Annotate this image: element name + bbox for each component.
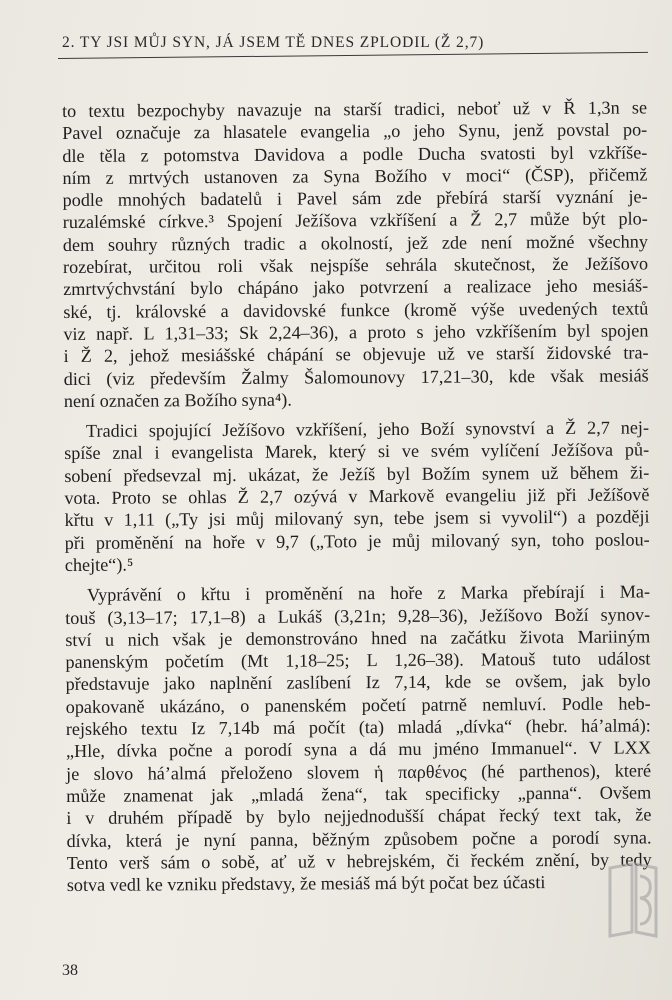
text-line: i Ž 2, jehož mesiášské chápání se objevuje už ve starší židovské tra- — [63, 342, 649, 367]
text-line: Pavel označuje za hlasatele evangelia „o jeho Synu, jenž povstal po- — [62, 119, 648, 144]
text-line: viz např. L 1,31–33; Sk 2,24–36), a proto s jeho vzkříšením byl spojen — [63, 320, 649, 344]
running-header: 2. TY JSI MŮJ SYN, JÁ JSEM TĚ DNES ZPLODIL (Ž 2,7) — [62, 34, 485, 51]
library-stamp-icon — [602, 862, 664, 938]
text-line: opakovaně ukázáno, o panenském početí patrně nemluví. Podle heb- — [65, 693, 651, 717]
text-line: dle těla z potomstva Davidova a podle Ducha svatosti byl vzkříše- — [62, 142, 648, 166]
text-line: i v druhém případě by bylo nejjednodušší chápat řecký text tak, že — [66, 804, 652, 829]
text-line: spíše znal i evangelista Marek, který si ve svém vylíčení Ježíšova pů- — [64, 439, 650, 464]
text-line: ruzalémské církve.³ Spojení Ježíšova vzkříšení a Ž 2,7 může být plo- — [62, 208, 648, 233]
header-rule — [58, 52, 648, 59]
text-line: Tradici spojující Ježíšovo vzkříšení, jeho Boží synovství a Ž 2,7 nej- — [85, 417, 650, 442]
paragraph — [64, 417, 650, 577]
text-line: zmrtvýchvstání bylo chápáno jako potvrzení a realizace jeho mesiáš- — [63, 275, 649, 300]
text-line: podle mnohých badatelů i Pavel sám zde přebírá starší vyznání je- — [62, 186, 648, 211]
page-number: 38 — [62, 962, 78, 979]
text-line: ství u nich však je demonstrováno hned na začátku života Mariiným — [65, 626, 651, 650]
text-line: Vyprávění o křtu i proměnění na hoře z Marka přebírají i Ma- — [86, 581, 651, 606]
paragraph — [62, 96, 649, 412]
text-line: křtu v 1,11 („Ty jsi můj milovaný syn, tebe jsem si vyvolil“) a později — [64, 506, 650, 531]
text-line: sobení předsevzal mj. ukázat, že Ježíš byl Božím synem už během ži- — [64, 462, 650, 486]
text-line: je slovo há’almá přeloženo slovem ἡ παρθένος (hé parthenos), které — [66, 760, 652, 784]
text-line: ním z mrtvých ustanoven za Syna Božího v moci“ (ČSP), přičemž — [62, 164, 648, 188]
text-line: dici (viz především Žalmy Šalomounovy 17,21–30, kde však mesiáš — [63, 364, 649, 389]
text-line: vota. Proto se ohlas Ž 2,7 ozývá v Markově evangeliu již při Ježíšově — [64, 484, 650, 509]
text-line: touš (3,13–17; 17,1–8) a Lukáš (3,21n; 9,28–36), Ježíšovo Boží synov- — [65, 603, 651, 628]
text-line: ské, tj. královské a davidovské funkce (kromě výše uvedených textů — [63, 298, 649, 322]
text-line: rejského textu Iz 7,14b má počít (ta) mladá „dívka“ (hebr. há’almá): — [65, 715, 651, 740]
text-line: při proměnění na hoře v 9,7 („Toto je můj milovaný syn, toho poslou- — [64, 529, 650, 553]
text-line: dem souhry různých tradic a okolností, jež zde není možné všechny — [62, 231, 648, 255]
text-line: sotva vedl ke vzniku představy, že mesiáš má být počat bez účasti — [66, 872, 546, 896]
text-line: „Hle, dívka počne a porodí syna a dá mu jméno Immanuel“. V LXX — [65, 737, 652, 762]
text-line: dívka, která je nyní panna, běžným způsobem počne a porodí syna. — [66, 826, 652, 851]
text-line: může znamenat jak „mladá žena“, tak specificky „panna“. Ovšem — [66, 782, 652, 806]
body-text — [62, 96, 652, 904]
text-line: není označen za Božího syna⁴). — [63, 389, 292, 411]
paragraph — [65, 581, 652, 897]
text-line: představuje jako naplnění zaslíbení Iz 7,14, kde se ovšem, jak bylo — [65, 670, 651, 695]
text-line: to textu bezpochyby navazuje na starší tradici, neboť už v Ř 1,3n se — [62, 97, 648, 121]
text-line: rozebírat, určitou roli však nejspíše sehrála skutečnost, že Ježíšovo — [62, 253, 649, 278]
text-line: chejte“).⁵ — [64, 554, 134, 575]
text-line: Tento verš sám o sobě, ať už v hebrejském, či řeckém znění, by tedy — [66, 849, 652, 873]
text-line: panenským početím (Mt 1,18–25; L 1,26–38). Matouš tuto událost — [65, 648, 651, 673]
